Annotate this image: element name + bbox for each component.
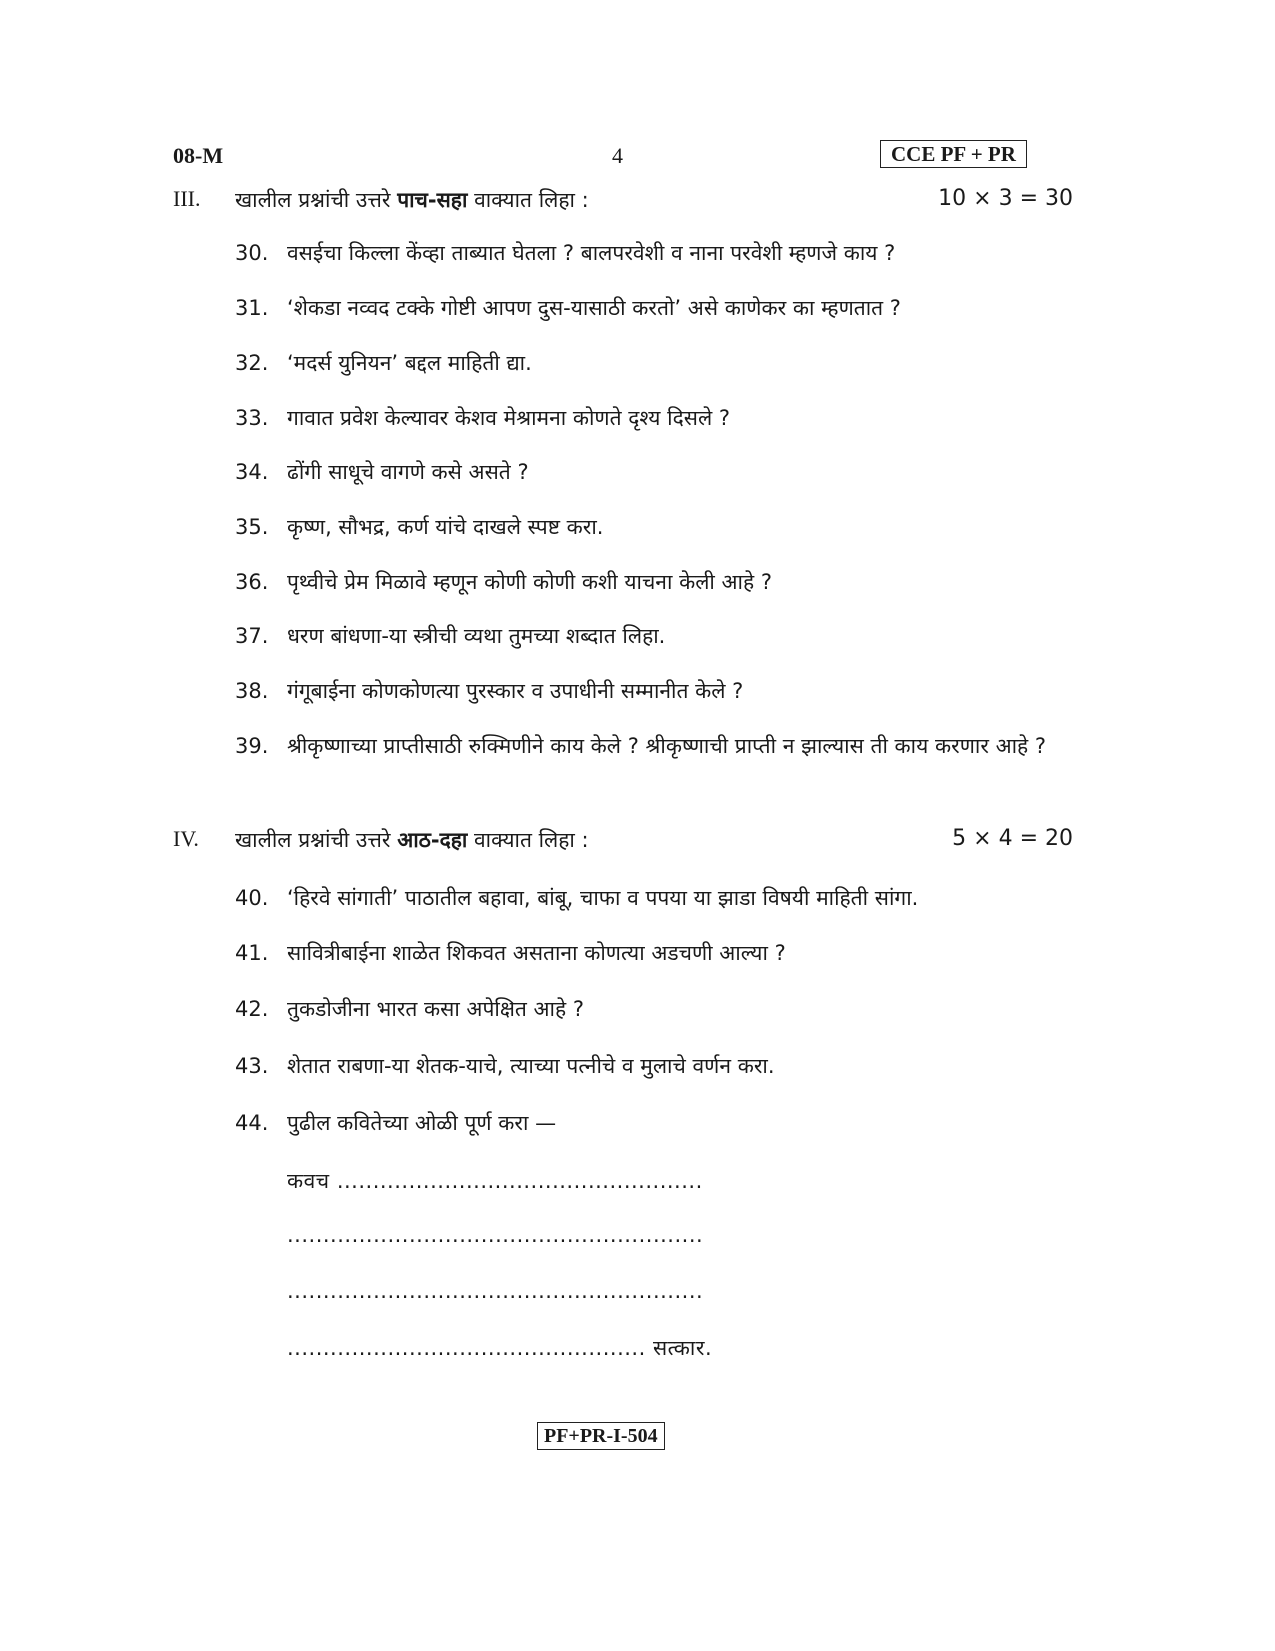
- question-text: तुकडोजीना भारत कसा अपेक्षित आहे ?: [287, 997, 584, 1021]
- question-text: धरण बांधणा-या स्त्रीची व्यथा तुमच्या शब्दात लिहा.: [287, 624, 666, 648]
- question-number: 36.: [235, 570, 269, 594]
- question-number: 44.: [235, 1111, 269, 1135]
- question-number: 39.: [235, 734, 269, 758]
- section-marks: 5 × 4 = 20: [952, 826, 1073, 851]
- footer-code: PF+PR-I-504: [537, 1422, 665, 1450]
- section-marks: 10 × 3 = 30: [938, 186, 1073, 211]
- question-text: शेतात राबणा-या शेतक-याचे, त्याच्या पत्नीचे व मुलाचे वर्णन करा.: [287, 1054, 775, 1078]
- question-number: 42.: [235, 997, 269, 1021]
- question-text: कृष्ण, सौभद्र, कर्ण यांचे दाखले स्पष्ट करा.: [287, 515, 604, 539]
- poem-line: ..........................................................: [287, 1223, 704, 1247]
- paper-code: 08-M: [173, 143, 224, 168]
- section-number: III.: [173, 186, 201, 211]
- question-text: सावित्रीबाईना शाळेत शिकवत असताना कोणत्या अडचणी आल्या ?: [287, 941, 786, 965]
- poem-line: कवच ...................................................: [287, 1169, 703, 1193]
- poem-line: .................................................. सत्कार.: [287, 1336, 713, 1360]
- question-number: 40.: [235, 886, 269, 910]
- question-number: 35.: [235, 515, 269, 539]
- question-text: ‘शेकडा नव्वद टक्के गोष्टी आपण दुस-यासाठी करतो’ असे काणेकर का म्हणतात ?: [287, 296, 901, 320]
- section-instruction: खालील प्रश्नांची उत्तरे पाच-सहा वाक्यात लिहा :: [235, 188, 589, 212]
- question-text: गावात प्रवेश केल्यावर केशव मेश्रामना कोणते दृश्य दिसले ?: [287, 406, 731, 430]
- question-text: ‘हिरवे सांगाती’ पाठातील बहावा, बांबू, चाफा व पपया या झाडा विषयी माहिती सांगा.: [287, 886, 919, 910]
- question-text: पुढील कवितेच्या ओळी पूर्ण करा —: [287, 1111, 557, 1135]
- question-number: 41.: [235, 941, 269, 965]
- series-badge: CCE PF + PR: [880, 140, 1027, 168]
- question-text: वसईचा किल्ला केंव्हा ताब्यात घेतला ? बालपरवेशी व नाना परवेशी म्हणजे काय ?: [287, 241, 896, 265]
- question-number: 38.: [235, 679, 269, 703]
- question-number: 30.: [235, 241, 269, 265]
- question-number: 34.: [235, 460, 269, 484]
- question-text: ढोंगी साधूचे वागणे कसे असते ?: [287, 460, 529, 484]
- question-number: 37.: [235, 624, 269, 648]
- poem-line: ..........................................................: [287, 1279, 704, 1303]
- question-number: 32.: [235, 351, 269, 375]
- section-number: IV.: [173, 826, 199, 851]
- question-text: गंगूबाईना कोणकोणत्या पुरस्कार व उपाधीनी सम्मानीत केले ?: [287, 679, 744, 703]
- section-instruction: खालील प्रश्नांची उत्तरे आठ-दहा वाक्यात लिहा :: [235, 828, 589, 852]
- question-text: पृथ्वीचे प्रेम मिळावे म्हणून कोणी कोणी कशी याचना केली आहे ?: [287, 570, 772, 594]
- question-text: श्रीकृष्णाच्या प्राप्तीसाठी रुक्मिणीने काय केले ? श्रीकृष्णाची प्राप्ती न झाल्यास ती काय करणार आहे ?: [287, 734, 1047, 758]
- page-number: 4: [612, 143, 623, 168]
- question-number: 43.: [235, 1054, 269, 1078]
- question-number: 31.: [235, 296, 269, 320]
- question-text: ‘मदर्स युनियन’ बद्दल माहिती द्या.: [287, 351, 532, 375]
- question-number: 33.: [235, 406, 269, 430]
